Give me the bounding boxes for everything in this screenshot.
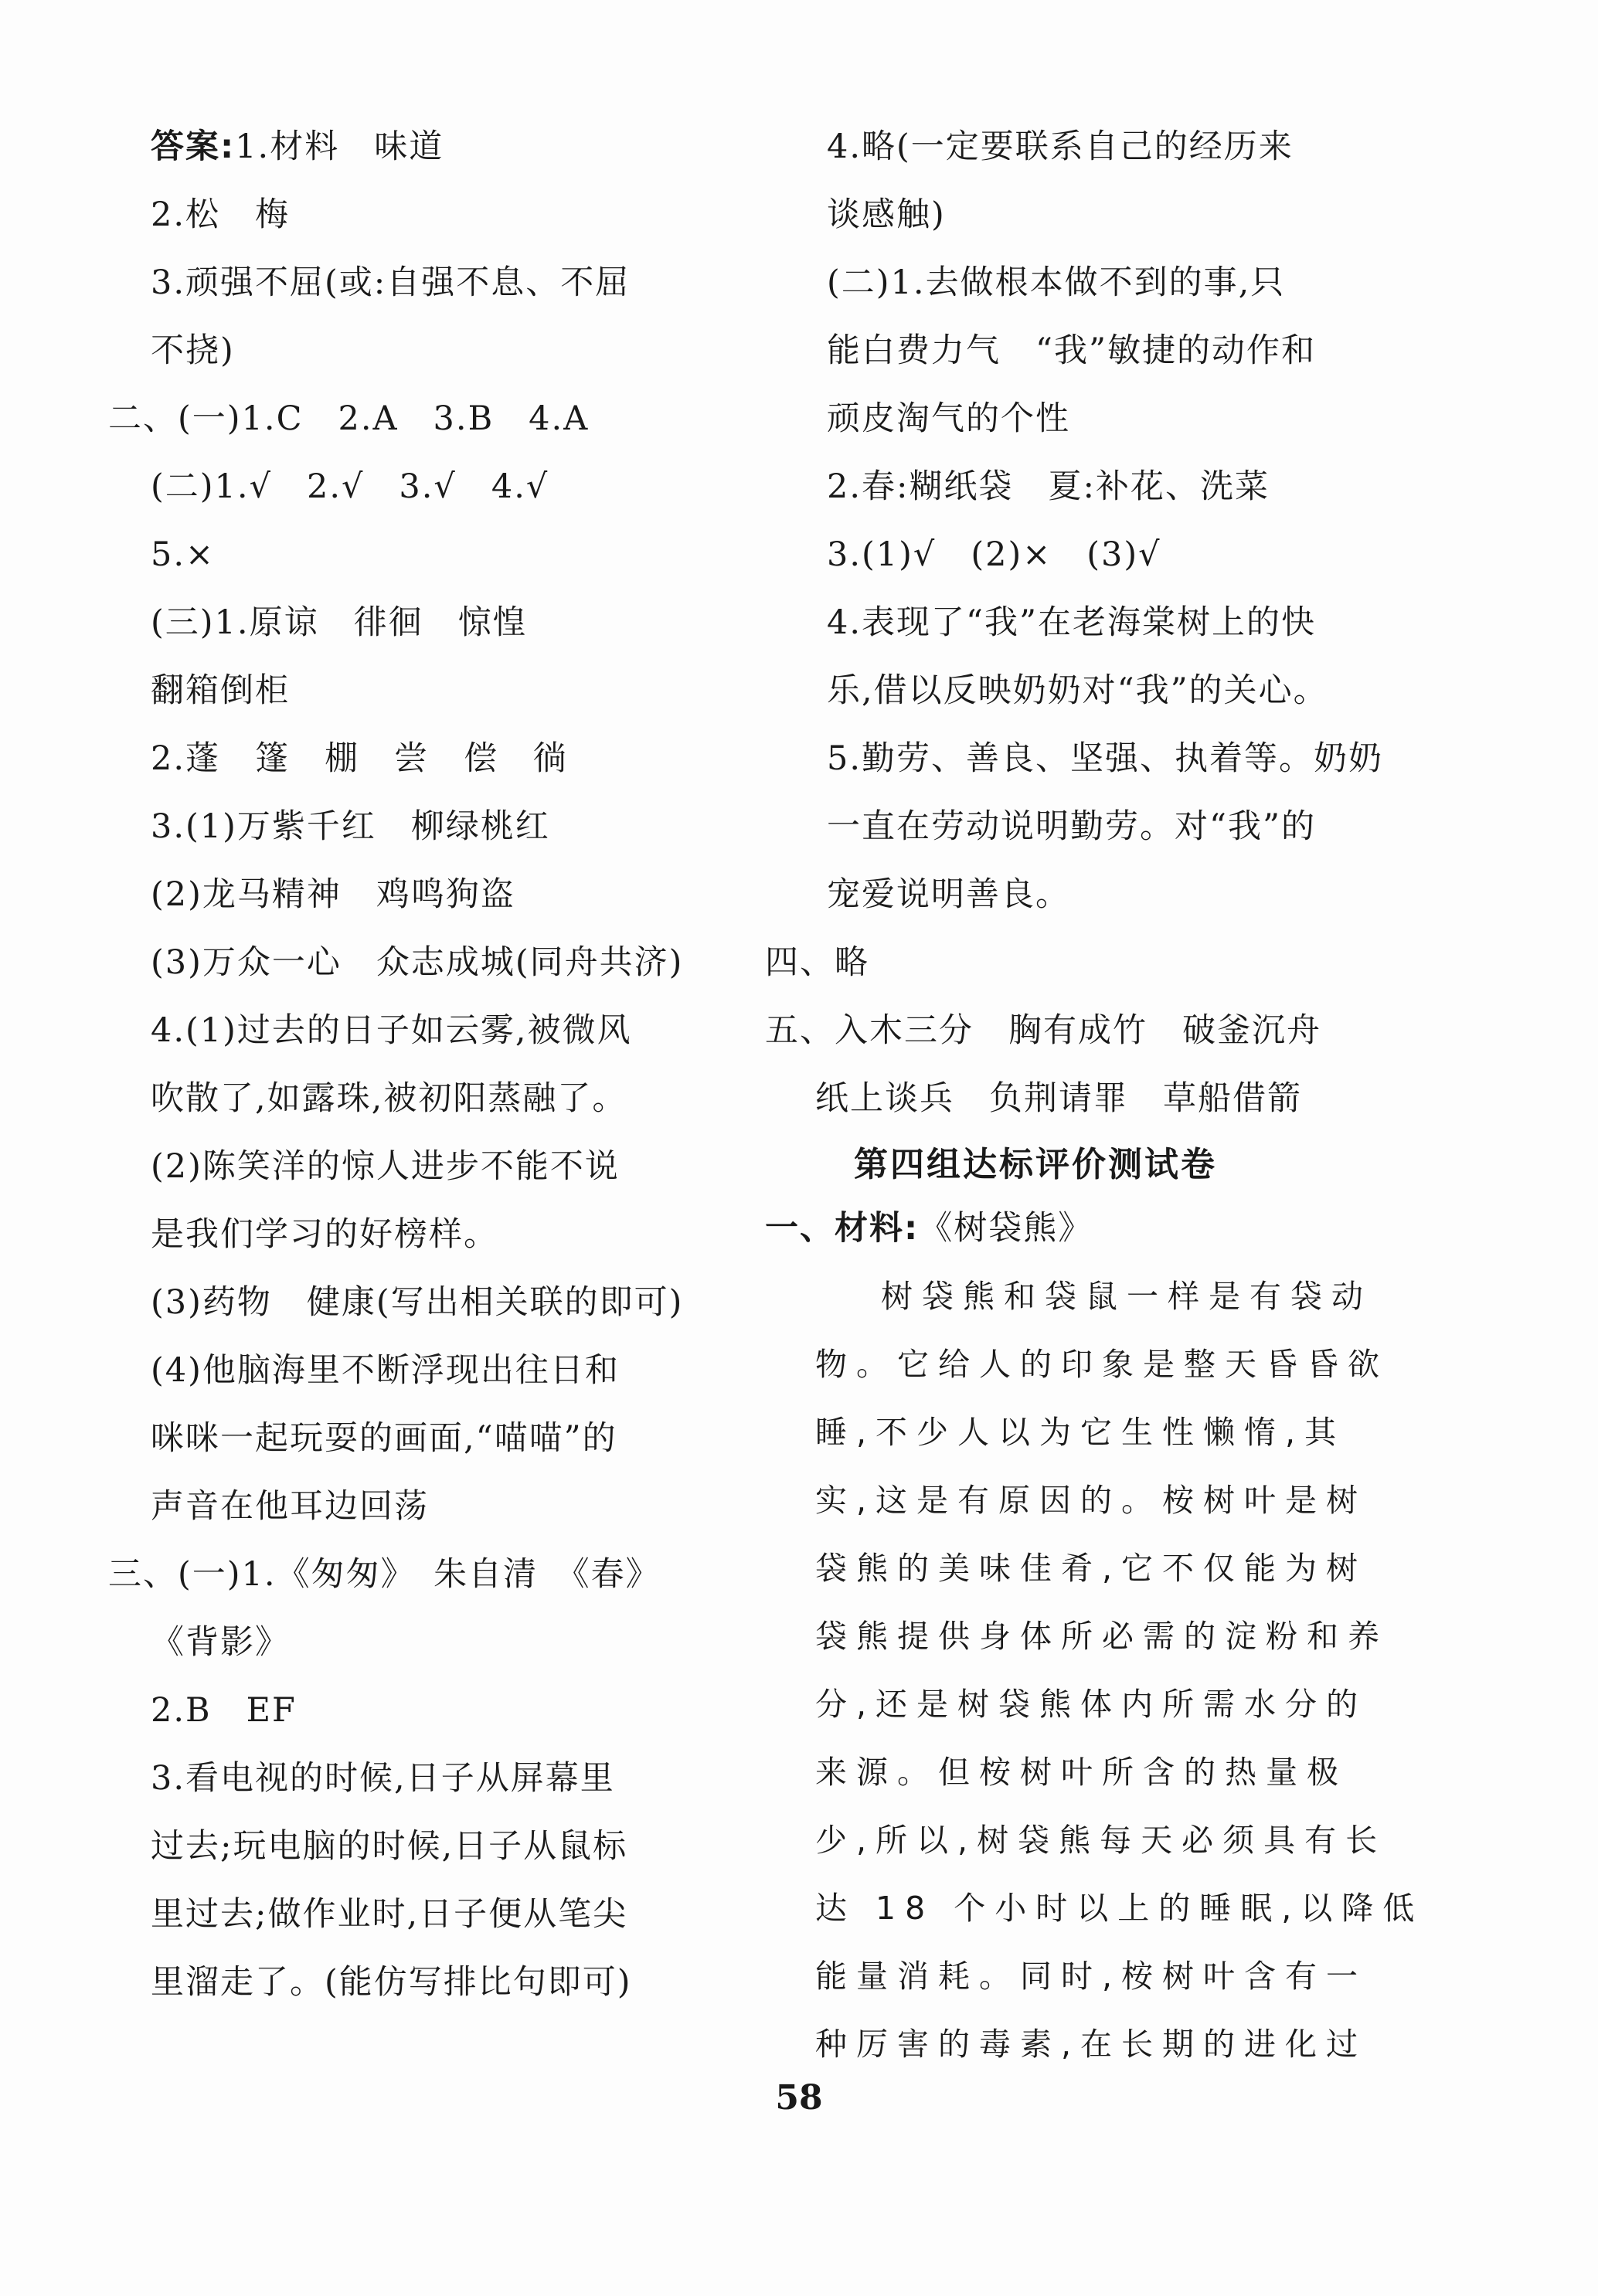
answer-line: 5.勤劳、善良、坚强、执着等。奶奶 bbox=[827, 739, 1384, 778]
answer-line: (二)1.去做根本做不到的事,只 bbox=[827, 263, 1286, 302]
answer-line: 2.B EF bbox=[151, 1691, 297, 1730]
answer-line: 2.松 梅 bbox=[151, 195, 291, 234]
answer-line: 4.(1)过去的日子如云雾,被微风 bbox=[151, 1011, 632, 1050]
passage-line: 物。它给人的印象是整天昏昏欲 bbox=[815, 1346, 1389, 1383]
passage-line: 分,还是树袋熊体内所需水分的 bbox=[815, 1686, 1368, 1723]
passage-line: 树袋熊和袋鼠一样是有袋动 bbox=[881, 1278, 1372, 1315]
material-title: 《树袋熊》 bbox=[919, 1209, 1093, 1248]
answer-line: 3.顽强不屈(或:自强不息、不屈 bbox=[151, 263, 631, 302]
answer-line: 答案:1.材料 味道 bbox=[151, 127, 444, 166]
answer-line: (3)万众一心 众志成城(同舟共济) bbox=[151, 943, 684, 982]
answer-line: 翻箱倒柜 bbox=[151, 671, 290, 710]
passage-line: 袋熊提供身体所必需的淀粉和养 bbox=[815, 1618, 1389, 1655]
material-line bbox=[765, 1205, 1093, 1252]
answer-line: (3)药物 健康(写出相关联的即可) bbox=[151, 1283, 684, 1322]
answer-line: 2.春:糊纸袋 夏:补花、洗菜 bbox=[827, 467, 1270, 506]
answer-line: (2)龙马精神 鸡鸣狗盗 bbox=[151, 875, 515, 914]
passage-line: 实,这是有原因的。桉树叶是树 bbox=[815, 1482, 1368, 1519]
answer-line: 吹散了,如露珠,被初阳蒸融了。 bbox=[151, 1079, 627, 1118]
answer-line: (4)他脑海里不断浮现出往日和 bbox=[151, 1351, 620, 1390]
material-label: 一、材料: bbox=[765, 1209, 920, 1248]
passage-line: 睡,不少人以为它生性懒惰,其 bbox=[815, 1414, 1346, 1451]
answer-line: 五、入木三分 胸有成竹 破釜沉舟 bbox=[765, 1011, 1321, 1050]
answer-line: 3.(1)万紫千红 柳绿桃红 bbox=[151, 807, 550, 846]
passage-line: 少,所以,树袋熊每天必须具有长 bbox=[815, 1822, 1387, 1859]
answer-line: (2)陈笑洋的惊人进步不能不说 bbox=[151, 1147, 620, 1186]
answer-line: 纸上谈兵 负荆请罪 草船借箭 bbox=[815, 1079, 1302, 1118]
passage-line: 袋熊的美味佳肴,它不仅能为树 bbox=[815, 1550, 1368, 1587]
answer-line: 乐,借以反映奶奶对“我”的关心。 bbox=[827, 671, 1328, 710]
passage-line: 种厉害的毒素,在长期的进化过 bbox=[815, 2026, 1368, 2063]
answer-line: 2.蓬 篷 棚 尝 偿 徜 bbox=[151, 739, 569, 778]
answer-line: 里过去;做作业时,日子便从笔尖 bbox=[151, 1895, 628, 1934]
answer-line: 声音在他耳边回荡 bbox=[151, 1487, 429, 1526]
answer-line: 二、(一)1.C 2.A 3.B 4.A bbox=[108, 399, 590, 438]
answer-line: 过去;玩电脑的时候,日子从鼠标 bbox=[151, 1827, 628, 1866]
answer-line: 里溜走了。(能仿写排比句即可) bbox=[151, 1963, 632, 2002]
answer-line: 四、略 bbox=[765, 943, 869, 982]
answer-line: 5.× bbox=[151, 535, 216, 574]
passage-line: 来源。但桉树叶所含的热量极 bbox=[815, 1754, 1348, 1791]
answer-line: 《背影》 bbox=[151, 1623, 290, 1662]
answer-line: 三、(一)1.《匆匆》 朱自清 《春》 bbox=[108, 1555, 661, 1594]
answer-line: (三)1.原谅 徘徊 惊惶 bbox=[151, 603, 528, 642]
answer-line: 3.(1)√ (2)× (3)√ bbox=[827, 535, 1161, 574]
answer-line: 4.表现了“我”在老海棠树上的快 bbox=[827, 603, 1316, 642]
answer-line: 是我们学习的好榜样。 bbox=[151, 1215, 498, 1254]
answer-line: 一直在劳动说明勤劳。对“我”的 bbox=[827, 807, 1316, 846]
answer-line: 顽皮淘气的个性 bbox=[827, 399, 1070, 438]
answer-line: 谈感触) bbox=[827, 195, 946, 234]
answer-label: 答案: bbox=[151, 127, 236, 166]
answer-line: 不挠) bbox=[151, 331, 235, 370]
answer-line: 能白费力气 “我”敏捷的动作和 bbox=[827, 331, 1316, 370]
answer-line: 咪咪一起玩耍的画面,“喵喵”的 bbox=[151, 1419, 617, 1458]
passage-line: 能量消耗。同时,桉树叶含有一 bbox=[815, 1958, 1368, 1995]
section-heading: 第四组达标评价测试卷 bbox=[854, 1145, 1217, 1184]
answer-line: (二)1.√ 2.√ 3.√ 4.√ bbox=[151, 467, 549, 506]
answer-line: 宠爱说明善良。 bbox=[827, 875, 1070, 914]
answer-line: 4.略(一定要联系自己的经历来 bbox=[827, 127, 1294, 166]
page-number: 58 bbox=[775, 2078, 823, 2118]
passage-line: 达 18 个小时以上的睡眠,以降低 bbox=[815, 1890, 1424, 1927]
answer-line: 3.看电视的时候,日子从屏幕里 bbox=[151, 1759, 615, 1798]
